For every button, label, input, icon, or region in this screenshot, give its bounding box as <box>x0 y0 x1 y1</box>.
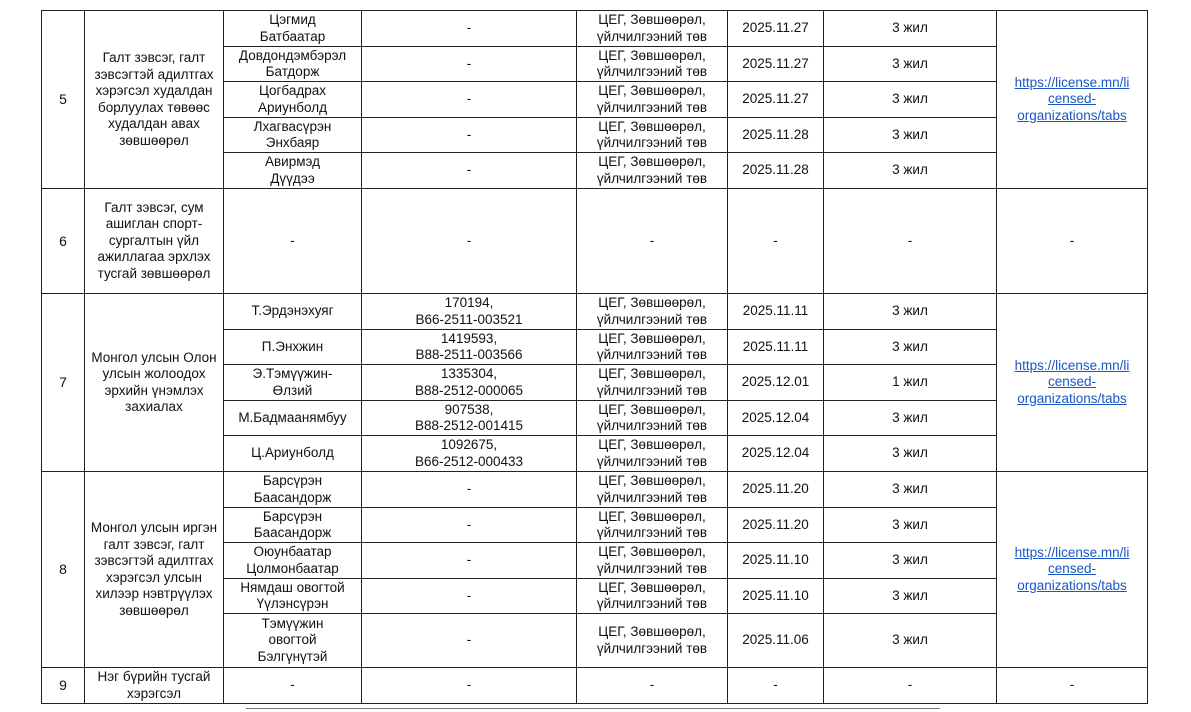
issuer-line: ЦЕГ, Зөвшөөрөл, <box>598 118 706 134</box>
issuer <box>577 472 728 508</box>
issue-date: 2025.11.20 <box>728 508 824 543</box>
license-id <box>362 614 577 668</box>
validity-term: 3 жил <box>824 82 997 118</box>
license-id-line: - <box>466 516 472 532</box>
license-id <box>362 436 577 472</box>
validity-term: 3 жил <box>824 508 997 543</box>
issue-date: 2025.11.10 <box>728 579 824 614</box>
license-id-line: 907538, <box>444 401 494 417</box>
issuer-line: ЦЕГ, Зөвшөөрөл, <box>598 366 706 381</box>
holder-name-line: П.Энхжин <box>261 338 324 354</box>
holder-name-line: Довдондэмбэрэл <box>238 47 347 63</box>
holder-name-line: Цэгмид <box>269 12 316 27</box>
issuer-line: үйлчилгээний төв <box>596 489 708 505</box>
license-id <box>362 294 577 330</box>
row-number: 7 <box>42 294 85 472</box>
holder-name: - <box>224 668 362 704</box>
issuer-line: үйлчилгээний төв <box>596 453 708 469</box>
issue-date: 2025.11.06 <box>728 614 824 668</box>
license-id-line: - <box>466 587 472 603</box>
license-id <box>362 82 577 118</box>
license-id <box>362 579 577 614</box>
source-link-cell: - <box>997 668 1148 704</box>
issuer-line: үйлчилгээний төв <box>596 596 708 611</box>
issue-date: 2025.11.27 <box>728 11 824 47</box>
validity-term: 3 жил <box>824 579 997 614</box>
license-id <box>362 118 577 153</box>
holder-name-line: Батдорж <box>265 64 320 79</box>
validity-term: 3 жил <box>824 436 997 472</box>
issuer-line: үйлчилгээний төв <box>596 135 708 150</box>
validity-term: 3 жил <box>824 614 997 668</box>
holder-name <box>224 153 362 189</box>
source-link-cell <box>997 472 1148 668</box>
issuer-line: ЦЕГ, Зөвшөөрөл, <box>598 544 706 559</box>
link-text-line: censed- <box>1047 561 1097 577</box>
license-id <box>362 472 577 508</box>
license-id <box>362 401 577 436</box>
footer-divider <box>246 708 940 709</box>
issuer-line: ЦЕГ, Зөвшөөрөл, <box>598 83 706 98</box>
validity-term: 3 жил <box>824 118 997 153</box>
holder-name-line: овогтой <box>268 632 317 648</box>
issuer-line: ЦЕГ, Зөвшөөрөл, <box>598 401 706 417</box>
holder-name-line: Лхагвасүрэн <box>253 118 332 134</box>
holder-name <box>224 365 362 401</box>
issuer-line: ЦЕГ, Зөвшөөрөл, <box>598 330 706 346</box>
holder-name <box>224 118 362 153</box>
issuer <box>577 11 728 47</box>
row-number: 6 <box>42 189 85 294</box>
issuer-line: ЦЕГ, Зөвшөөрөл, <box>598 508 706 524</box>
holder-name <box>224 47 362 82</box>
holder-name-line: Барсүрэн <box>262 473 323 488</box>
issuer-line: үйлчилгээний төв <box>596 170 708 186</box>
validity-term: 3 жил <box>824 330 997 365</box>
table-row <box>42 11 1148 47</box>
table-row <box>42 668 1148 704</box>
holder-name <box>224 330 362 365</box>
license-id-line: - <box>466 632 472 648</box>
holder-name <box>224 614 362 668</box>
holder-name <box>224 508 362 543</box>
holder-name-line: Ц.Ариунболд <box>251 445 334 461</box>
license-id: - <box>362 668 577 704</box>
issue-date: 2025.11.28 <box>728 118 824 153</box>
issuer-line: ЦЕГ, Зөвшөөрөл, <box>598 437 706 452</box>
holder-name-line: Батбаатар <box>259 28 326 44</box>
issue-date: 2025.11.27 <box>728 47 824 82</box>
license-id-line: 1335304, <box>440 366 498 381</box>
license-id <box>362 543 577 579</box>
issuer <box>577 118 728 153</box>
holder-name-line: Нямдаш овогтой <box>240 579 345 595</box>
license-id-line: B66-2512-000433 <box>414 453 524 469</box>
holder-name <box>224 543 362 579</box>
holder-name <box>224 472 362 508</box>
issuer <box>577 153 728 189</box>
issuer <box>577 543 728 579</box>
source-link-cell: - <box>997 189 1148 294</box>
holder-name-line: Баасандорж <box>253 525 332 540</box>
link-text-line: organizations/tabs <box>1017 107 1127 123</box>
row-number: 9 <box>42 668 85 704</box>
holder-name-line: Т.Эрдэнэхуяг <box>251 303 334 319</box>
holder-name-line: Цогбадрах <box>259 83 326 98</box>
holder-name-line: Оюунбаатар <box>253 544 332 559</box>
license-id-line: B88-2512-000065 <box>414 382 524 398</box>
issuer-line: ЦЕГ, Зөвшөөрөл, <box>598 47 706 63</box>
link-text-line: https://license.mn/li <box>1014 357 1130 373</box>
validity-term: 3 жил <box>824 543 997 579</box>
issue-date: 2025.11.11 <box>728 330 824 365</box>
issuer-line: үйлчилгээний төв <box>596 525 708 540</box>
holder-name-line: Үүлэнсүрэн <box>256 596 329 611</box>
holder-name-line: Дүүдээ <box>270 170 315 186</box>
license-registry-link[interactable] <box>1015 545 1130 593</box>
holder-name-line: Барсүрэн <box>262 508 323 524</box>
issue-date: - <box>728 668 824 704</box>
holder-name <box>224 11 362 47</box>
issuer <box>577 294 728 330</box>
validity-term: 3 жил <box>824 11 997 47</box>
license-table <box>41 10 1148 704</box>
issuer-line: ЦЕГ, Зөвшөөрөл, <box>598 473 706 488</box>
issuer <box>577 508 728 543</box>
validity-term: 3 жил <box>824 153 997 189</box>
issuer <box>577 47 728 82</box>
row-number: 8 <box>42 472 85 668</box>
issuer-line: үйлчилгээний төв <box>596 99 708 115</box>
issuer: - <box>577 189 728 294</box>
license-id-line: - <box>466 55 472 71</box>
issuer <box>577 579 728 614</box>
holder-name-line: Ариунболд <box>258 99 327 115</box>
holder-name-line: Өлзий <box>272 382 313 398</box>
issuer <box>577 365 728 401</box>
issuer-line: ЦЕГ, Зөвшөөрөл, <box>598 295 706 310</box>
license-id-line: - <box>466 481 472 497</box>
holder-name <box>224 294 362 330</box>
issue-date: - <box>728 189 824 294</box>
license-id-line: - <box>466 552 472 568</box>
holder-name <box>224 436 362 472</box>
validity-term: 3 жил <box>824 401 997 436</box>
license-id-line: B66-2511-003521 <box>415 311 523 327</box>
license-id <box>362 365 577 401</box>
issuer-line: ЦЕГ, Зөвшөөрөл, <box>598 579 706 595</box>
holder-name <box>224 401 362 436</box>
license-id-line: B88-2511-003566 <box>415 347 523 362</box>
validity-term: 1 жил <box>824 365 997 401</box>
issuer-line: ЦЕГ, Зөвшөөрөл, <box>598 12 706 27</box>
license-id <box>362 330 577 365</box>
issuer-line: үйлчилгээний төв <box>596 640 708 656</box>
holder-name-line: Энхбаяр <box>265 135 320 150</box>
source-link-cell <box>997 11 1148 189</box>
license-registry-link[interactable] <box>1015 75 1130 123</box>
table-row <box>42 189 1148 294</box>
issue-date: 2025.11.11 <box>728 294 824 330</box>
issuer-line: ЦЕГ, Зөвшөөрөл, <box>598 624 706 639</box>
license-id-line: 170194, <box>444 295 494 310</box>
license-id-line: - <box>466 126 472 142</box>
issuer <box>577 82 728 118</box>
holder-name-line: Авирмэд <box>265 154 320 169</box>
license-id <box>362 508 577 543</box>
holder-name-line: М.Бадмаанямбуу <box>238 409 347 425</box>
holder-name <box>224 579 362 614</box>
permit-type: Галт зэвсэг, сум ашиглан спорт-сургалтын үйл ажиллагаа эрхлэх тусгай зөвшөөрөл <box>85 189 224 294</box>
link-text-line: organizations/tabs <box>1017 390 1127 406</box>
issuer <box>577 436 728 472</box>
link-text-line: https://license.mn/li <box>1014 74 1130 90</box>
license-id <box>362 47 577 82</box>
holder-name-line: Бэлгүнүтэй <box>257 648 328 664</box>
issue-date: 2025.11.27 <box>728 82 824 118</box>
license-id-line: 1419593, <box>440 330 498 346</box>
validity-term: 3 жил <box>824 472 997 508</box>
link-text-line: https://license.mn/li <box>1014 544 1130 560</box>
holder-name-line: Цолмонбаатар <box>246 560 339 576</box>
validity-term: 3 жил <box>824 294 997 330</box>
holder-name-line: Баасандорж <box>253 489 332 505</box>
issue-date: 2025.12.04 <box>728 436 824 472</box>
issuer: - <box>577 668 728 704</box>
link-text-line: censed- <box>1047 91 1097 107</box>
permit-type: Монгол улсын Олон улсын жолоодох эрхийн үнэмлэх захиалах <box>85 294 224 472</box>
issue-date: 2025.11.28 <box>728 153 824 189</box>
license-id-line: B88-2512-001415 <box>414 418 524 433</box>
source-link-cell <box>997 294 1148 472</box>
license-id <box>362 11 577 47</box>
issuer-line: үйлчилгээний төв <box>596 347 708 362</box>
issuer <box>577 614 728 668</box>
issuer-line: үйлчилгээний төв <box>596 64 708 79</box>
link-text-line: organizations/tabs <box>1017 577 1127 593</box>
table-row <box>42 472 1148 508</box>
issuer-line: ЦЕГ, Зөвшөөрөл, <box>598 154 706 169</box>
validity-term: - <box>824 189 997 294</box>
holder-name-line: Тэмүүжин <box>261 615 324 631</box>
license-registry-link[interactable] <box>1015 358 1130 406</box>
issuer-line: үйлчилгээний төв <box>596 311 708 327</box>
license-id-line: - <box>466 162 472 178</box>
validity-term: 3 жил <box>824 47 997 82</box>
permit-type: Нэг бүрийн тусгай хэрэгсэл <box>85 668 224 704</box>
issuer-line: үйлчилгээний төв <box>596 560 708 576</box>
license-id-line: - <box>466 91 472 107</box>
issuer-line: үйлчилгээний төв <box>596 418 708 433</box>
issue-date: 2025.12.01 <box>728 365 824 401</box>
license-id-line: 1092675, <box>440 437 498 452</box>
permit-type: Галт зэвсэг, галт зэвсэгтэй адилтгах хэрэгсэл худалдан борлуулах төвөөс худалдан авах зөвшөөрөл <box>85 11 224 189</box>
row-number: 5 <box>42 11 85 189</box>
issue-date: 2025.11.10 <box>728 543 824 579</box>
holder-name: - <box>224 189 362 294</box>
license-id-line: - <box>466 20 472 36</box>
validity-term: - <box>824 668 997 704</box>
issuer-line: үйлчилгээний төв <box>596 28 708 44</box>
link-text-line: censed- <box>1047 374 1097 390</box>
issuer <box>577 401 728 436</box>
holder-name-line: Э.Тэмүүжин- <box>252 366 333 381</box>
license-id: - <box>362 189 577 294</box>
issuer-line: үйлчилгээний төв <box>596 382 708 398</box>
holder-name <box>224 82 362 118</box>
table-row <box>42 294 1148 330</box>
issue-date: 2025.12.04 <box>728 401 824 436</box>
license-id <box>362 153 577 189</box>
issue-date: 2025.11.20 <box>728 472 824 508</box>
permit-type: Монгол улсын иргэн галт зэвсэг, галт зэвсэгтэй адилтгах хэрэгсэл улсын хилээр нэвтрүүлэх зөвшөөрөл <box>85 472 224 668</box>
issuer <box>577 330 728 365</box>
